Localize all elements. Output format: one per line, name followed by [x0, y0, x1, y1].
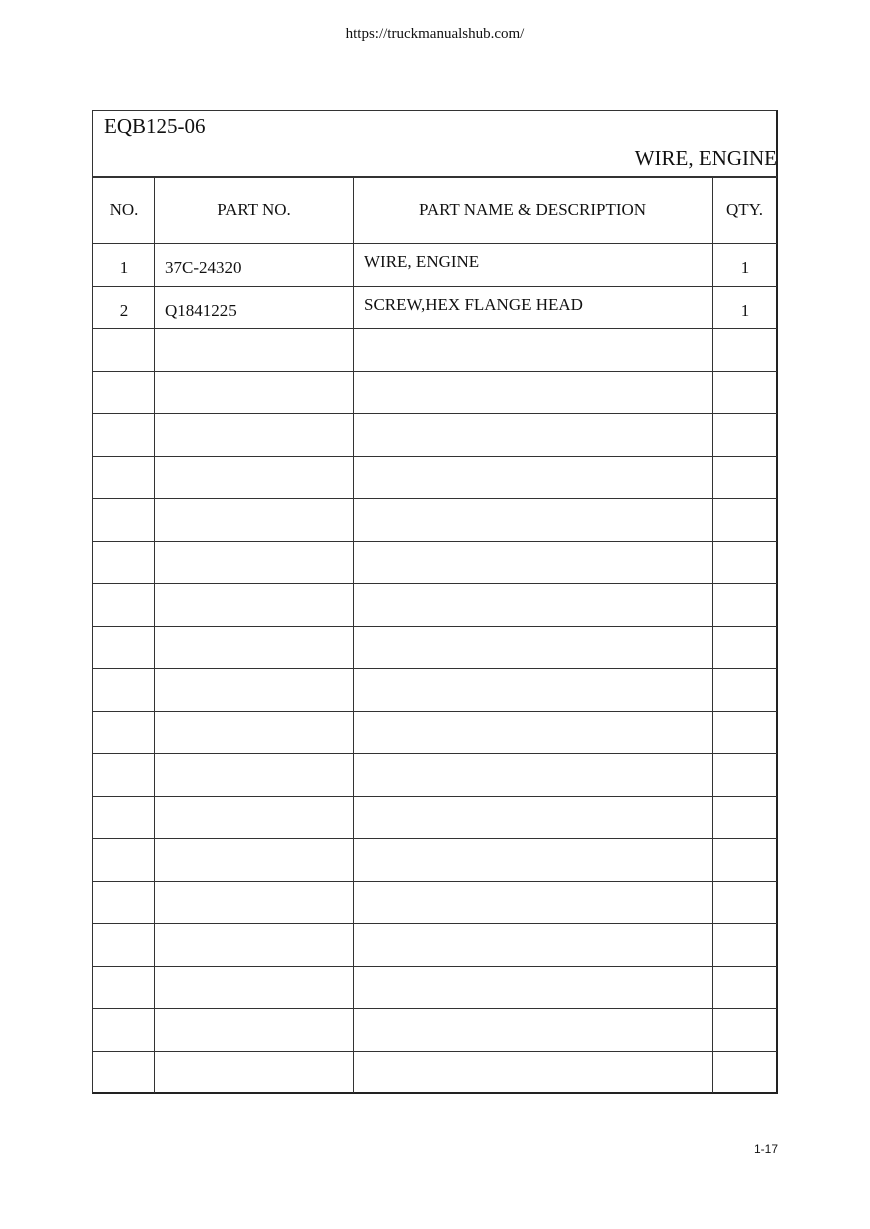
cell-part-no: 37C-24320	[165, 258, 242, 277]
column-header-qty: QTY.	[726, 200, 763, 219]
table-row	[93, 924, 777, 967]
column-header-name: PART NAME & DESCRIPTION	[418, 200, 647, 219]
table-row	[93, 542, 777, 585]
model-code: EQB125-06	[104, 114, 206, 138]
table-row	[93, 627, 777, 670]
table-row	[93, 584, 777, 627]
table-row	[93, 329, 777, 372]
cell-qty: 1	[740, 300, 750, 320]
column-header-no: NO.	[109, 200, 139, 219]
column-header-part-no: PART NO.	[217, 200, 291, 219]
table-row	[93, 372, 777, 415]
table-header-block	[93, 111, 777, 178]
parts-table	[92, 110, 778, 1094]
table-row	[93, 244, 777, 287]
table-row	[93, 1052, 777, 1095]
table-row	[93, 499, 777, 542]
table-row	[93, 882, 777, 925]
cell-qty: 1	[740, 258, 750, 277]
table-row	[93, 457, 777, 500]
cell-name: WIRE, ENGINE	[364, 252, 480, 271]
column-header-row	[93, 178, 777, 244]
table-row	[93, 712, 777, 755]
cell-part-no: Q1841225	[165, 300, 237, 320]
table-row	[93, 839, 777, 882]
site-url: https://truckmanualshub.com/	[345, 26, 525, 42]
cell-no: 1	[119, 258, 129, 277]
table-row	[93, 1009, 777, 1052]
table-row	[93, 967, 777, 1010]
page-number: 1-17	[753, 1142, 778, 1156]
table-row	[93, 754, 777, 797]
cell-name: SCREW,HEX FLANGE HEAD	[364, 294, 583, 314]
table-row	[93, 797, 777, 840]
cell-no: 2	[119, 300, 129, 320]
table-body	[93, 244, 777, 1094]
table-row	[93, 669, 777, 712]
section-title: WIRE, ENGINE	[634, 146, 777, 170]
table-row	[93, 414, 777, 457]
table-row	[93, 287, 777, 330]
